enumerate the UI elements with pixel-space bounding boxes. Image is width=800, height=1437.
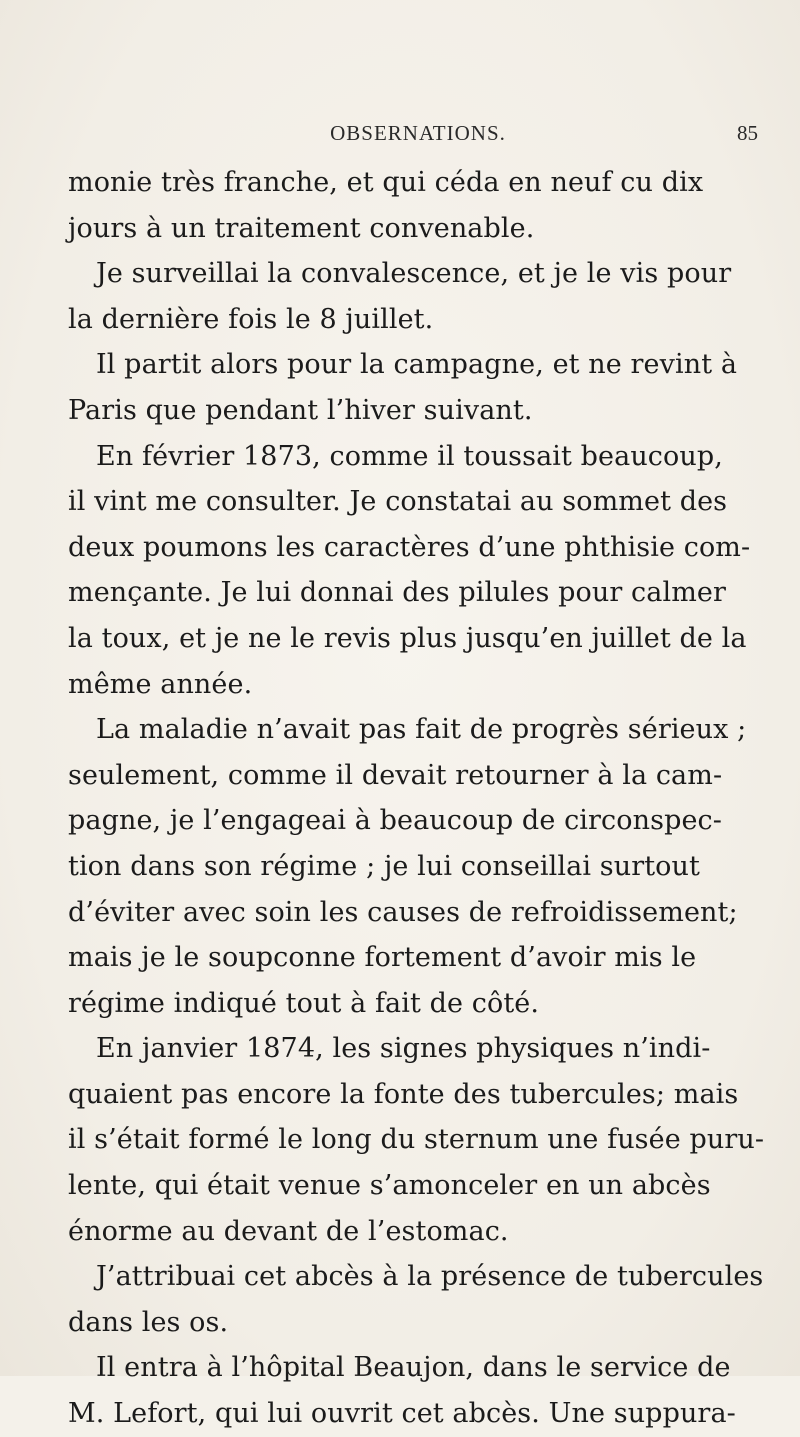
- text-line: deux poumons les caractères d’une phthisie com-: [68, 531, 751, 563]
- text-line: mençante. Je lui donnai des pilules pour calmer: [68, 577, 726, 609]
- text-line: En janvier 1874, les signes physiques n’indi-: [96, 1033, 711, 1065]
- text-line: tion dans son régime ; je lui conseillai surtout: [68, 850, 700, 882]
- text-line: monie très franche, et qui céda en neuf cu dix: [68, 167, 704, 198]
- text-line: même année.: [68, 668, 253, 700]
- text-line: lente, qui était venue s’amonceler en un abcès: [68, 1170, 711, 1202]
- text-line: pagne, je l’engageai à beaucoup de circonspec-: [68, 805, 722, 837]
- text-line: En février 1873, comme il toussait beaucoup,: [96, 440, 723, 472]
- running-head: [68, 121, 768, 151]
- text-line: il vint me consulter. Je constatai au sommet des: [68, 486, 728, 518]
- running-title: OBSERNATIONS.: [330, 121, 506, 145]
- text-line: Il partit alors pour la campagne, et ne revint à: [96, 349, 738, 381]
- text-line: énorme au devant de l’estomac.: [68, 1215, 509, 1247]
- text-line: il s’était formé le long du sternum une fusée puru-: [68, 1124, 765, 1156]
- text-line: dans les os.: [68, 1306, 229, 1338]
- text-line: Il entra à l’hôpital Beaujon, dans le service de: [96, 1352, 731, 1384]
- page-number: 85: [737, 121, 758, 145]
- text-line: seulement, comme il devait retourner à la cam-: [68, 759, 723, 791]
- text-line: d’éviter avec soin les causes de refroidissement;: [68, 896, 738, 928]
- text-line: M. Lefort, qui lui ouvrit cet abcès. Une suppura-: [68, 1398, 736, 1430]
- text-line: Paris que pendant l’hiver suivant.: [68, 394, 533, 426]
- text-line: quaient pas encore la fonte des tubercules; mais: [68, 1078, 739, 1110]
- text-line: régime indiqué tout à fait de côté.: [68, 987, 540, 1019]
- text-line: mais je le soupconne fortement d’avoir mis le: [68, 942, 697, 974]
- text-line: jours à un traitement convenable.: [68, 212, 535, 244]
- text-line: La maladie n’avait pas fait de progrès sérieux ;: [96, 714, 747, 746]
- text-line: la toux, et je ne le revis plus jusqu’en juillet de la: [68, 622, 747, 654]
- text-line: J’attribuai cet abcès à la présence de tubercules: [96, 1261, 764, 1293]
- text-line: la dernière fois le 8 juillet.: [68, 303, 434, 335]
- text-line: Je surveillai la convalescence, et je le vis pour: [96, 258, 732, 290]
- body-text: [68, 160, 796, 1437]
